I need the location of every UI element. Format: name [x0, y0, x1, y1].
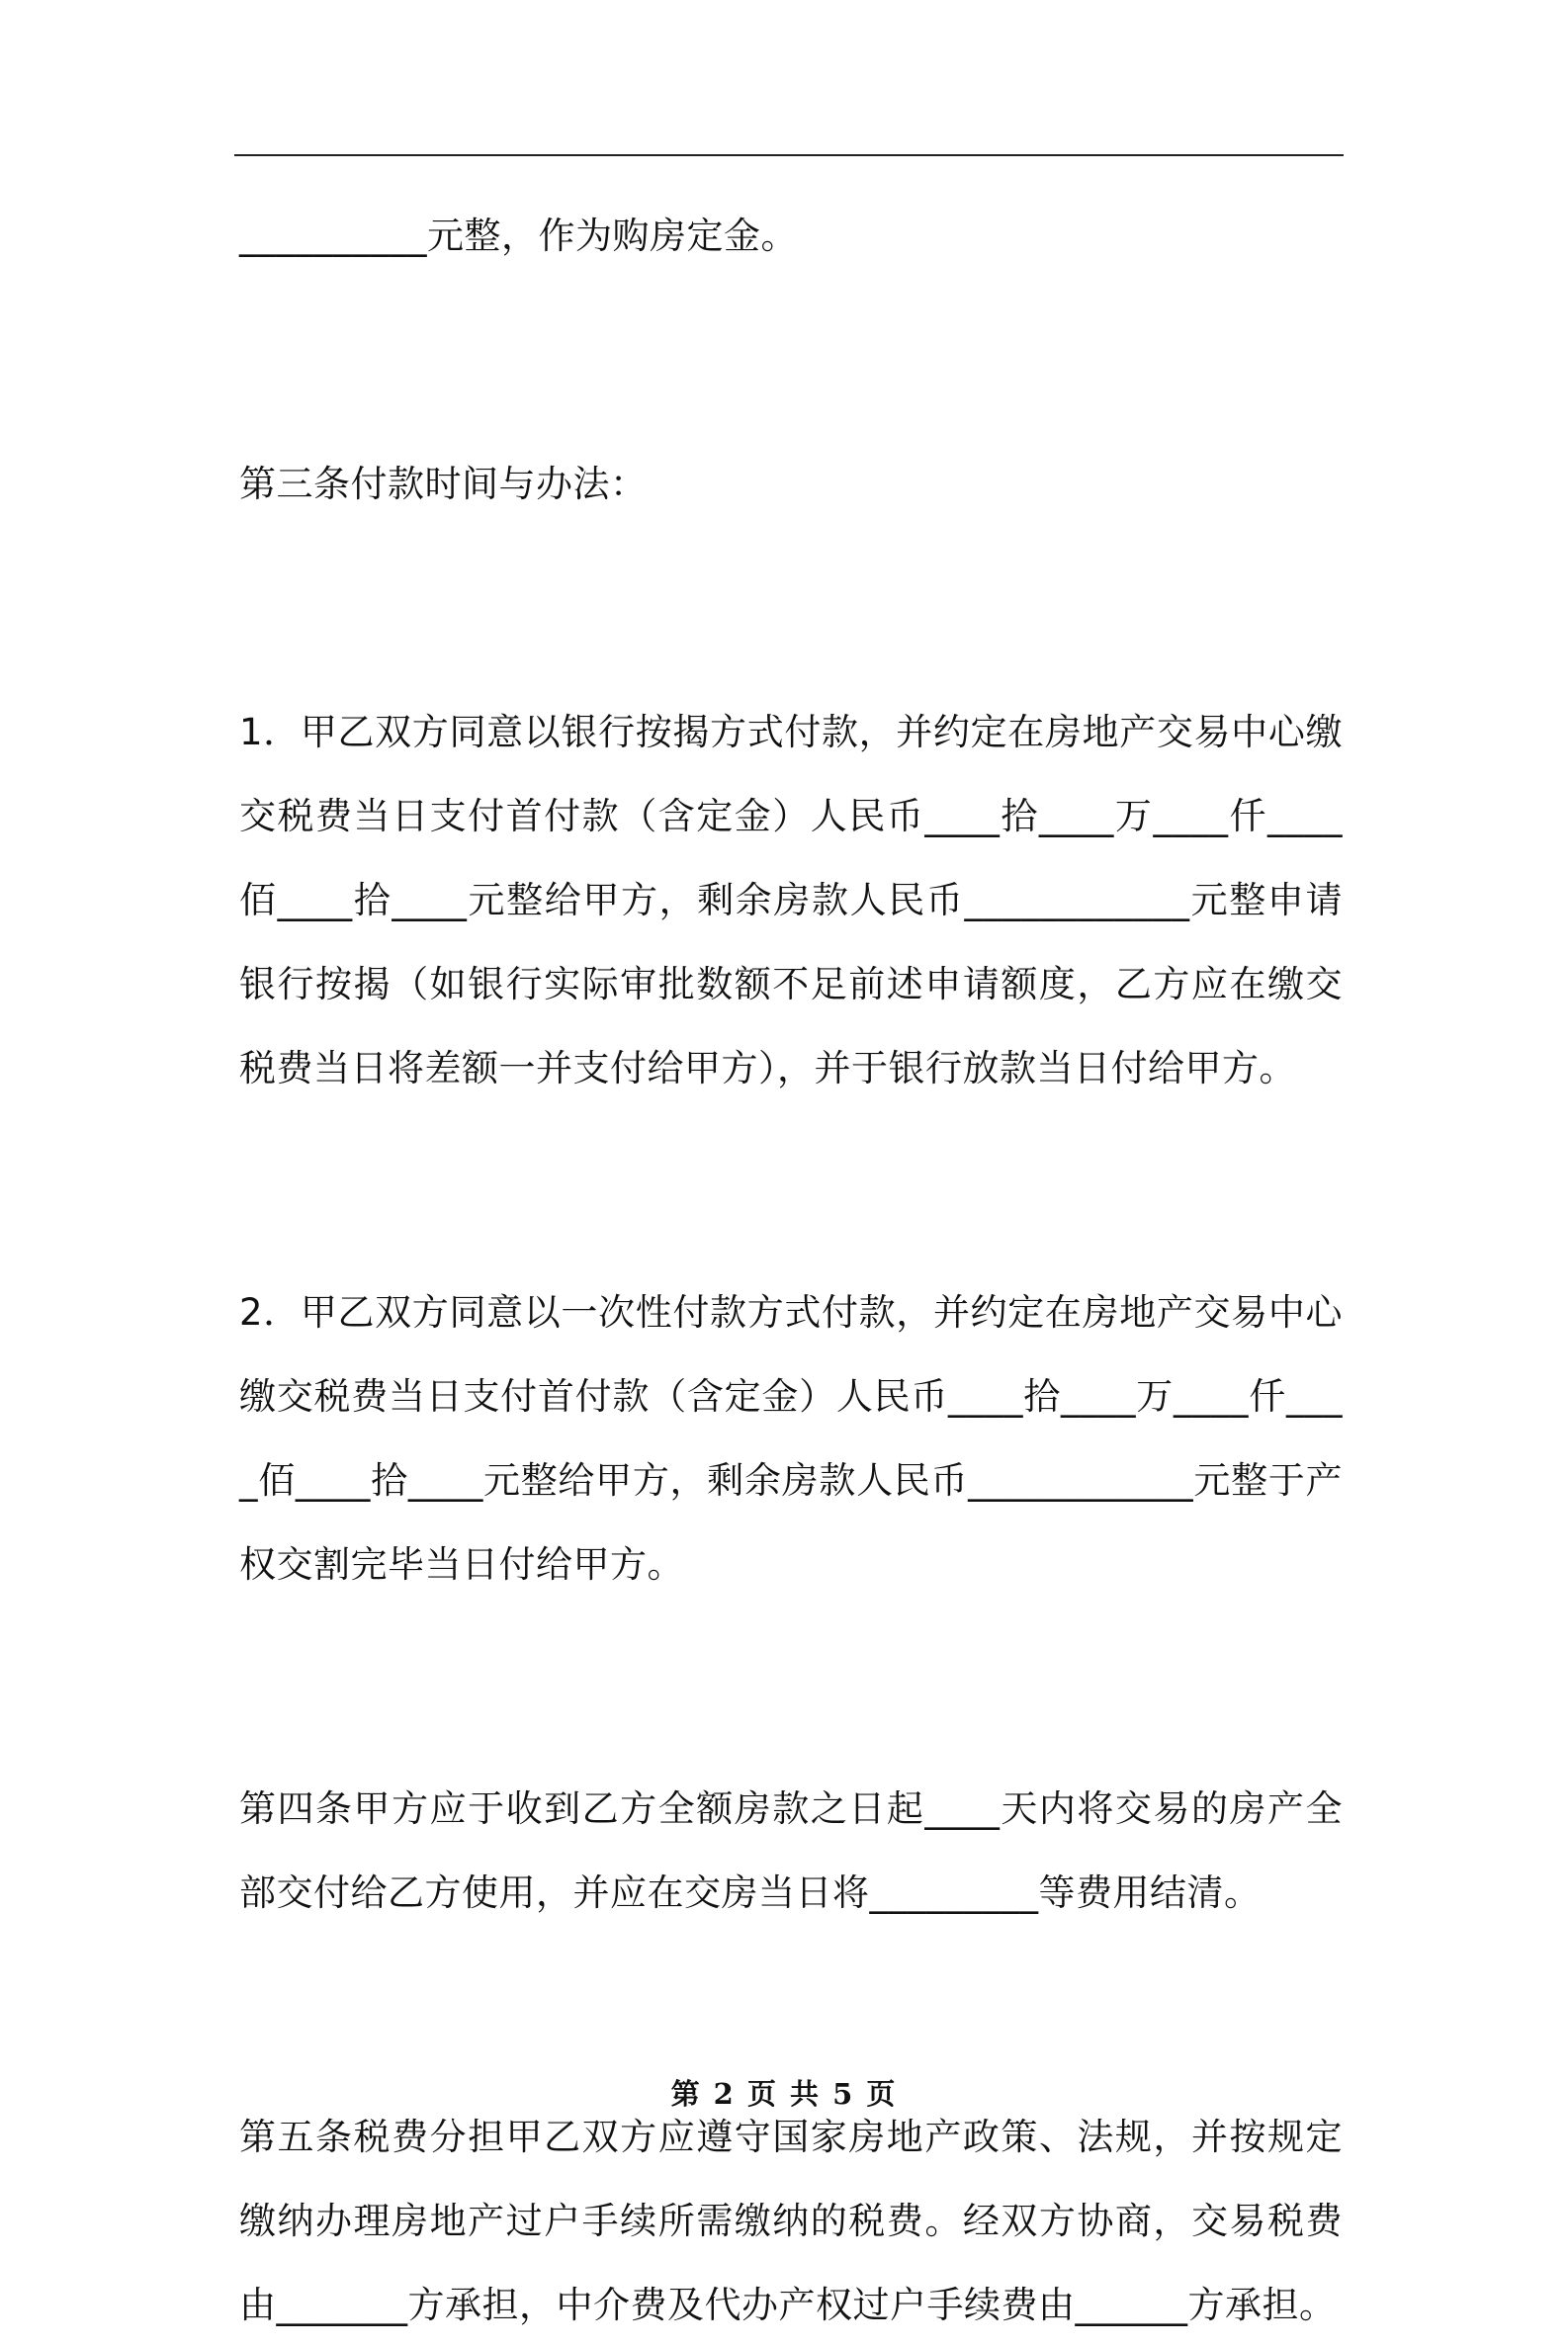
article-3-heading: 第三条付款时间与办法： — [239, 463, 648, 505]
paragraph-spacer — [239, 278, 1343, 442]
article-4: 第四条甲方应于收到乙方全额房款之日起____天内将交易的房产全部交付给乙方使用，并应在交房当日将_________等费用结清。 — [239, 1787, 1343, 1914]
paragraph-spacer — [239, 1110, 1343, 1270]
paragraph-spacer — [239, 526, 1343, 690]
document-body — [239, 194, 1343, 2347]
article-5: 第五条税费分担甲乙双方应遵守国家房地产政策、法规，并按规定缴纳办理房地产过户手续所需缴纳的税费。经双方协商，交易税费由_______方承担，中介费及代办产权过户手续费由______方承担。 — [239, 2116, 1343, 2326]
header-rule — [234, 154, 1344, 156]
paragraph-spacer — [239, 1607, 1343, 1767]
paragraph-spacer — [239, 1935, 1343, 2095]
article-3-item-1: 1．甲乙双方同意以银行按揭方式付款，并约定在房地产交易中心缴交税费当日支付首付款（含定金）人民币____拾____万____仟____佰____拾____元整给甲方，剩余房款人民币____________元整申请银行按揭（如银行实际审批数额不足前述申请额度，乙方应在缴交税费当日将差额一并支付给甲方），并于银行放款当日付给甲方。 — [239, 711, 1343, 1089]
article-3-item-2: 2．甲乙双方同意以一次性付款方式付款，并约定在房地产交易中心缴交税费当日支付首付款（含定金）人民币____拾____万____仟____佰____拾____元整给甲方，剩余房款人民币____________元整于产权交割完毕当日付给甲方。 — [239, 1291, 1343, 1586]
paragraph-deposit-end: __________元整，作为购房定金。 — [239, 215, 798, 257]
page-number-footer: 第 2 页 共 5 页 — [670, 2077, 898, 2111]
